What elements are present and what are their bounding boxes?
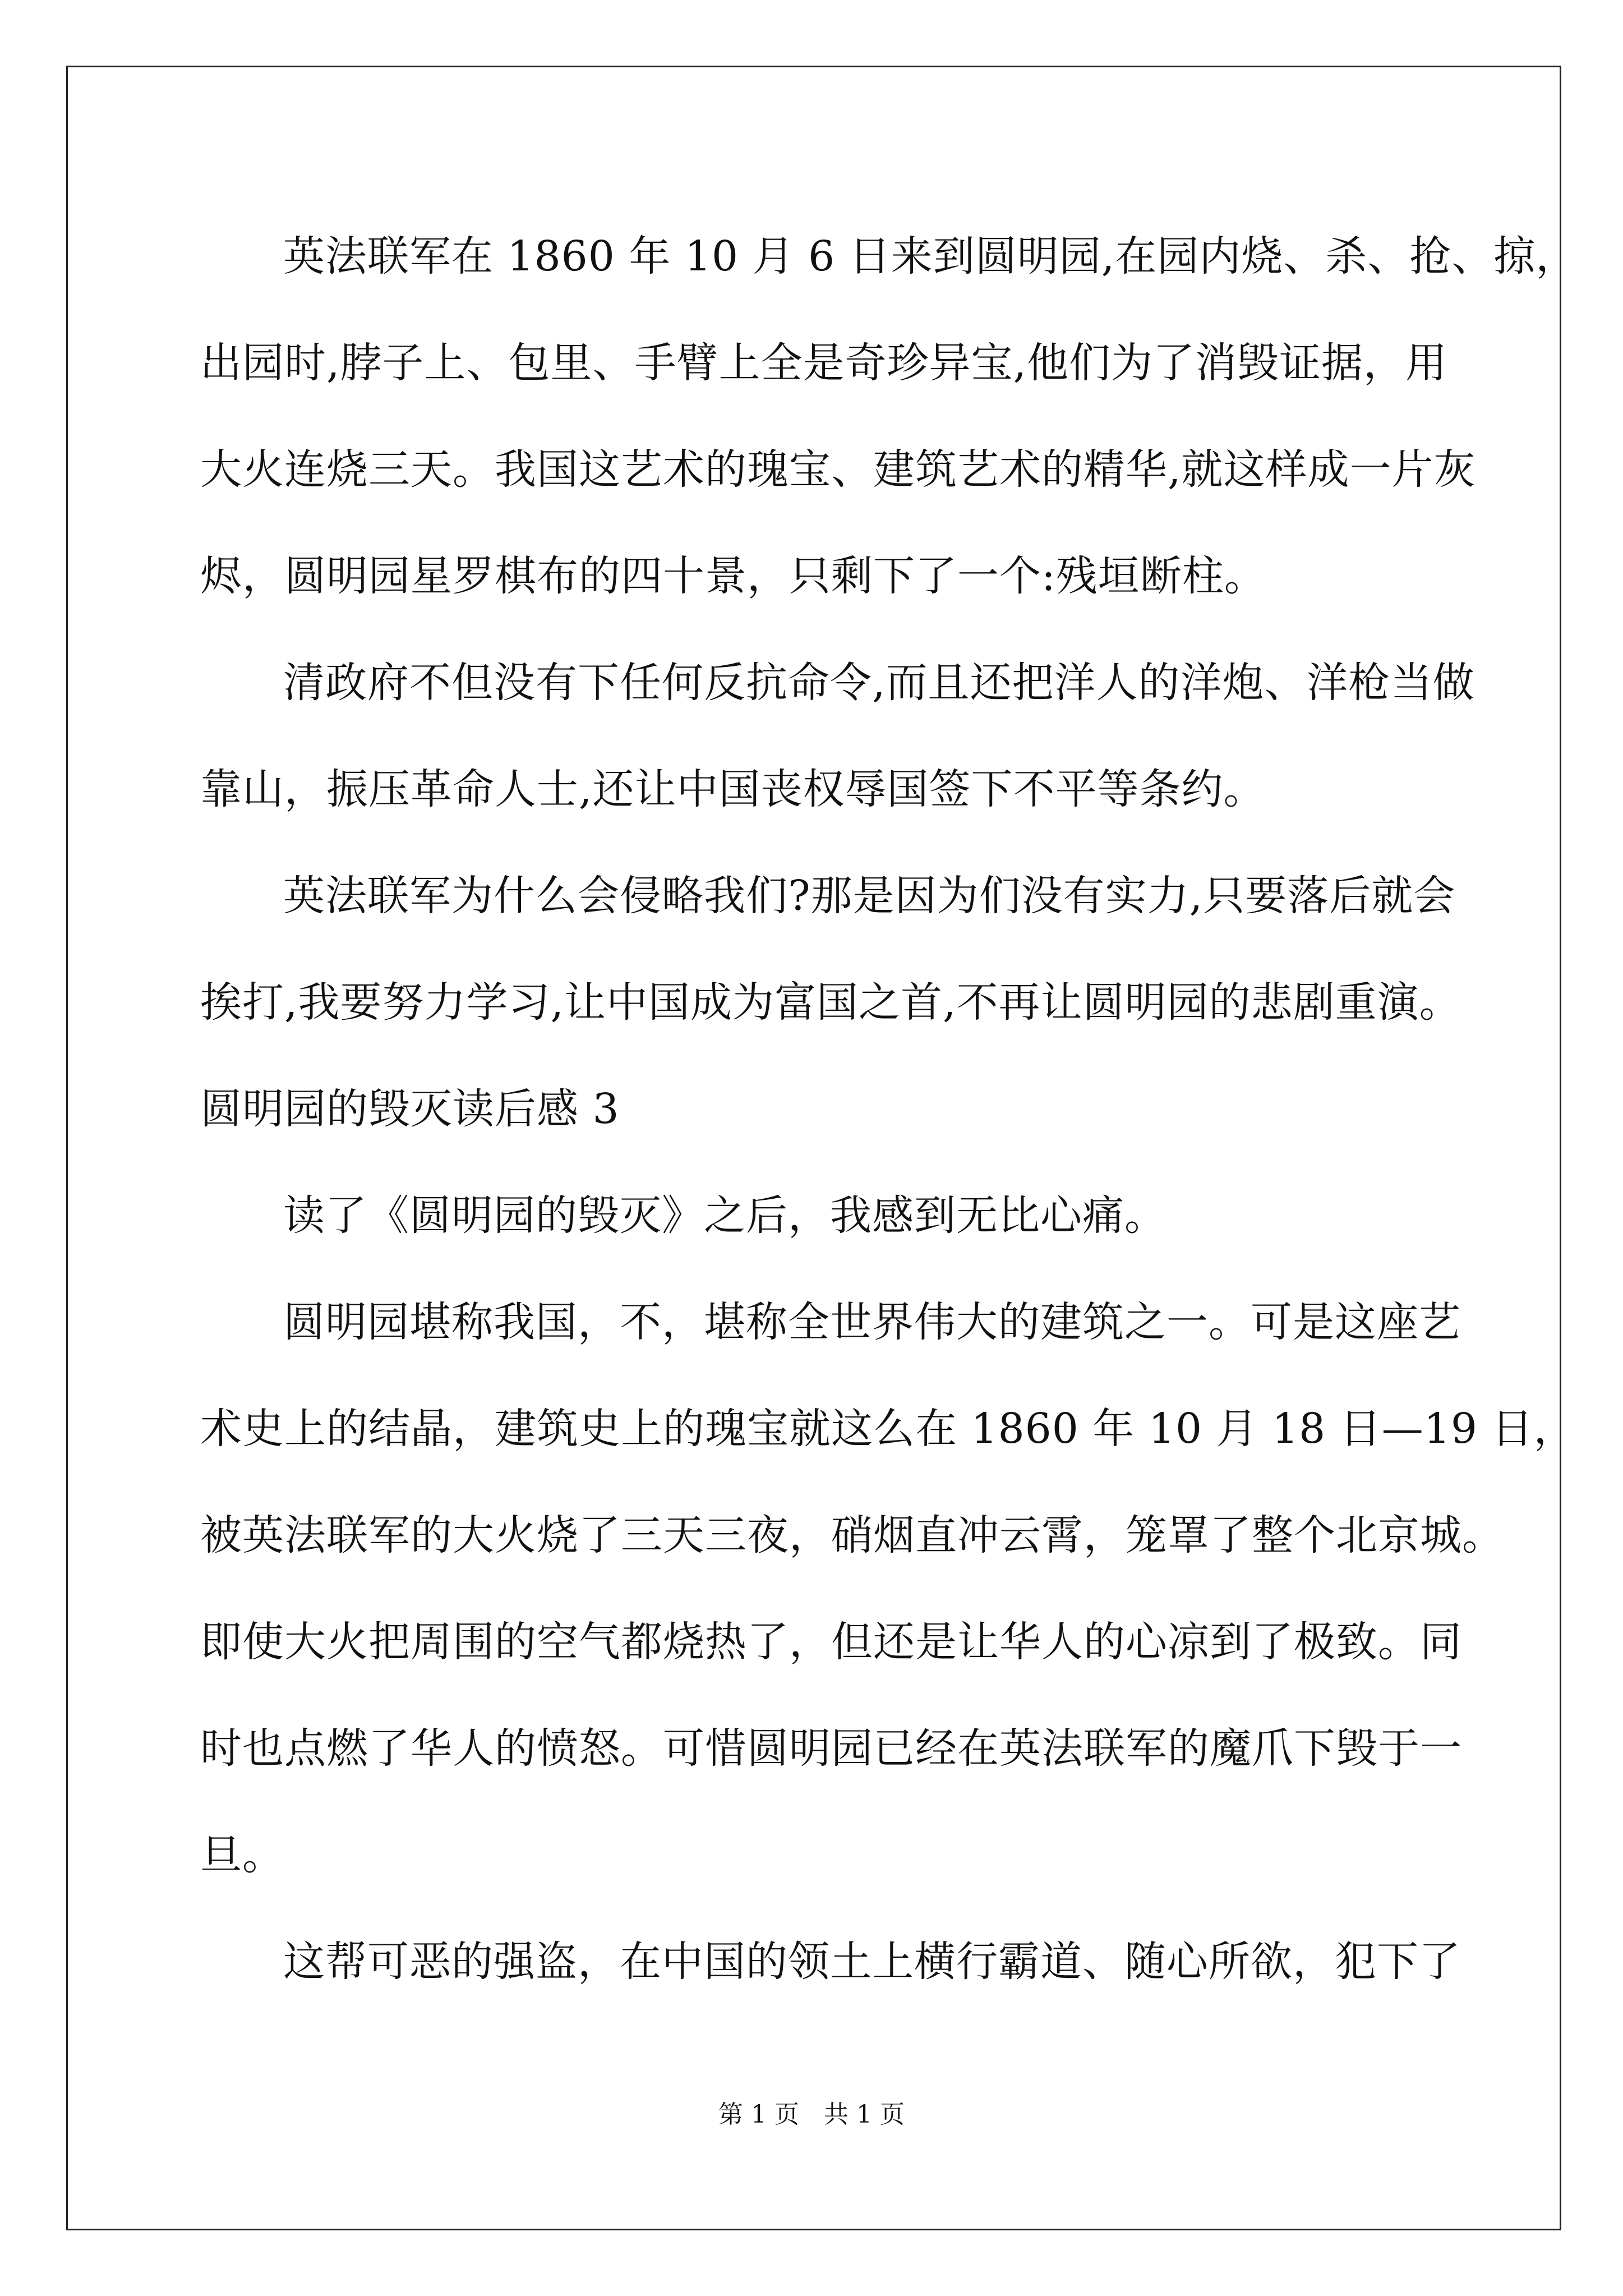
text-line: 旦。 <box>200 1831 284 1879</box>
text-line: 圆明园堪称我国，不，堪称全世界伟大的建筑之一。可是这座艺 <box>283 1298 1461 1346</box>
text-line: 即使大火把周围的空气都烧热了，但还是让华人的心凉到了极致。同 <box>200 1618 1462 1666</box>
text-line: 术史上的结晶，建筑史上的瑰宝就这么在 1860 年 10 月 18 日—19 日， <box>200 1405 1576 1453</box>
text-line: 出园时,脖子上、包里、手臂上全是奇珍异宝,他们为了消毁证据，用 <box>200 339 1448 387</box>
section-heading: 圆明园的毁灭读后感 3 <box>200 1085 620 1133</box>
text-line: 挨打,我要努力学习,让中国成为富国之首,不再让圆明园的悲剧重演。 <box>200 978 1461 1027</box>
text-line: 英法联军在 1860 年 10 月 6 日来到圆明园,在园内烧、杀、抢、掠， <box>283 232 1578 280</box>
page-footer: 第 1 页 共 1 页 <box>718 2100 905 2129</box>
text-line: 大火连烧三天。我国这艺术的瑰宝、建筑艺术的精华,就这样成一片灰 <box>200 445 1476 494</box>
text-line: 靠山，振压革命人士,还让中国丧权辱国签下不平等条约。 <box>200 765 1266 813</box>
text-line: 时也点燃了华人的愤怒。可惜圆明园已经在英法联军的魔爪下毁于一 <box>200 1724 1462 1773</box>
document-body <box>200 203 1578 2015</box>
text-line: 被英法联军的大火烧了三天三夜，硝烟直冲云霄，笼罩了整个北京城。 <box>200 1511 1504 1559</box>
text-line: 英法联军为什么会侵略我们?那是因为们没有实力,只要落后就会 <box>283 872 1456 920</box>
text-line: 清政府不但没有下任何反抗命令,而且还把洋人的洋炮、洋枪当做 <box>283 659 1475 707</box>
text-line: 这帮可恶的强盗，在中国的领土上横行霸道、随心所欲，犯下了 <box>283 1938 1461 1986</box>
text-line: 烬，圆明园星罗棋布的四十景，只剩下了一个:残垣断柱。 <box>200 552 1266 600</box>
text-line: 读了《圆明园的毁灭》之后，我感到无比心痛。 <box>283 1191 1166 1240</box>
